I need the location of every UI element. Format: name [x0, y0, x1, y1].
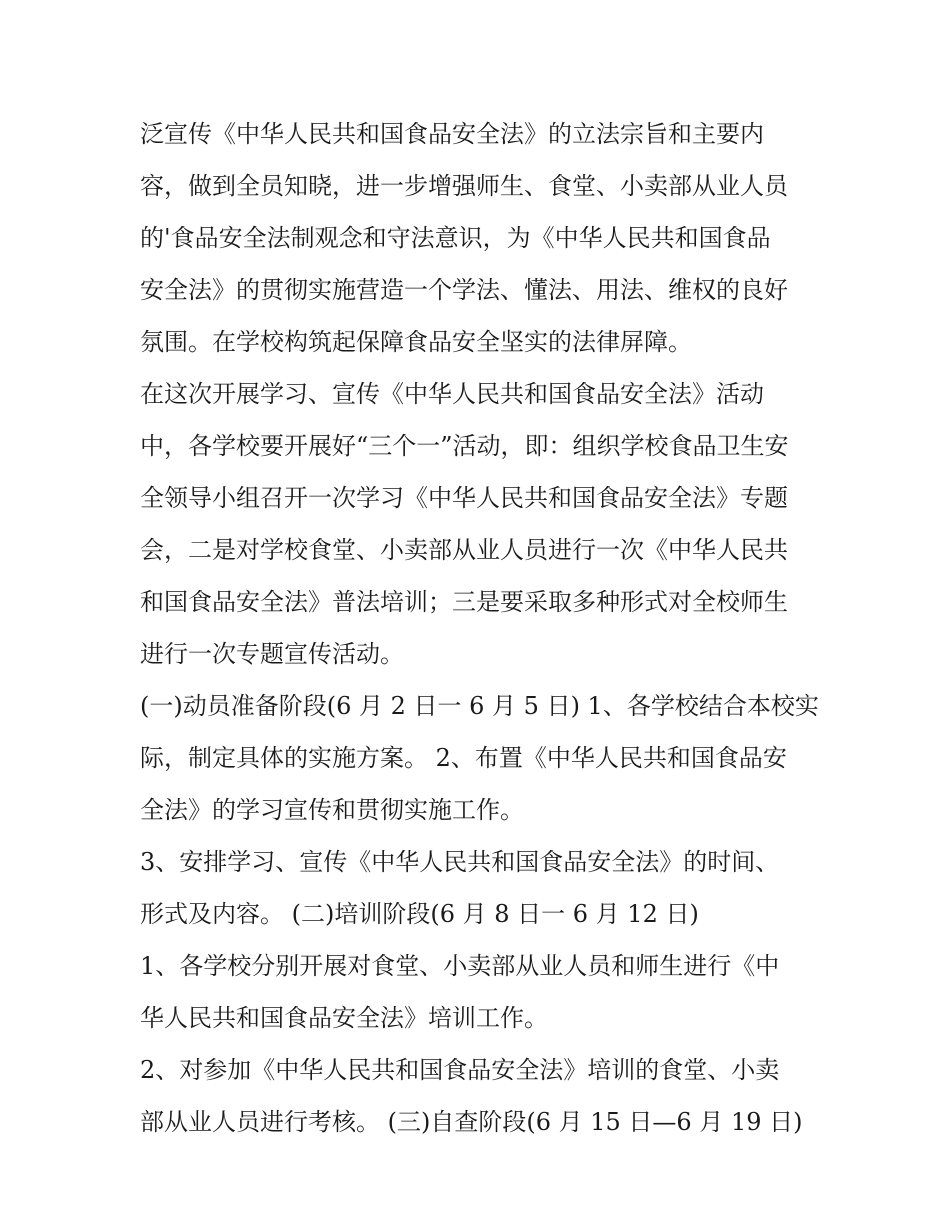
- text-line: 2、对参加《中华人民共和国食品安全法》培训的食堂、小卖: [140, 1056, 780, 1084]
- text-line: 3、安排学习、宣传《中华人民共和国食品安全法》的时间、: [140, 848, 780, 876]
- paragraph-publicity-purpose: [140, 108, 820, 368]
- text-line: (一)动员准备阶段(6 月 2 日一 6 月 5 日) 1、各学校结合本校实: [140, 692, 819, 720]
- text-line: 和国食品安全法》普法培训；三是要采取多种形式对全校师生: [140, 588, 788, 616]
- paragraph-three-ones-activity: [140, 368, 820, 680]
- paragraph-training-work: [140, 940, 820, 1044]
- text-line: 容，做到全员知晓，进一步增强师生、食堂、小卖部从业人员: [140, 172, 788, 200]
- text-line: 泛宣传《中华人民共和国食品安全法》的立法宗旨和主要内: [140, 120, 764, 148]
- text-line: 氛围。在学校构筑起保障食品安全坚实的法律屏障。: [140, 328, 692, 356]
- text-line: 华人民共和国食品安全法》培训工作。: [140, 1004, 548, 1032]
- text-line: 全领导小组召开一次学习《中华人民共和国食品安全法》专题: [140, 484, 788, 512]
- text-line: 际，制定具体的实施方案。 2、布置《中华人民共和国食品安: [140, 744, 787, 772]
- text-line: 的'食品安全法制观念和守法意识，为《中华人民共和国食品: [140, 224, 771, 252]
- text-line: 安全法》的贯彻实施营造一个学法、懂法、用法、维权的良好: [140, 276, 788, 304]
- text-line: 中，各学校要开展好“三个一”活动，即：组织学校食品卫生安: [140, 432, 789, 460]
- text-line: 部从业人员进行考核。 (三)自查阶段(6 月 15 日—6 月 19 日): [140, 1108, 803, 1136]
- text-line: 全法》的学习宣传和贯彻实施工作。: [140, 796, 524, 824]
- text-line: 进行一次专题宣传活动。: [140, 640, 404, 668]
- text-line: 会，二是对学校食堂、小卖部从业人员进行一次《中华人民共: [140, 536, 788, 564]
- text-line: 在这次开展学习、宣传《中华人民共和国食品安全法》活动: [140, 380, 764, 408]
- paragraph-mobilization-stage: [140, 680, 820, 836]
- paragraph-schedule-training-stage: [140, 836, 820, 940]
- document-body: [140, 108, 820, 1148]
- text-line: 1、各学校分别开展对食堂、小卖部从业人员和师生进行《中: [140, 952, 780, 980]
- paragraph-assessment-self-check: [140, 1044, 820, 1148]
- text-line: 形式及内容。 (二)培训阶段(6 月 8 日一 6 月 12 日): [140, 900, 699, 928]
